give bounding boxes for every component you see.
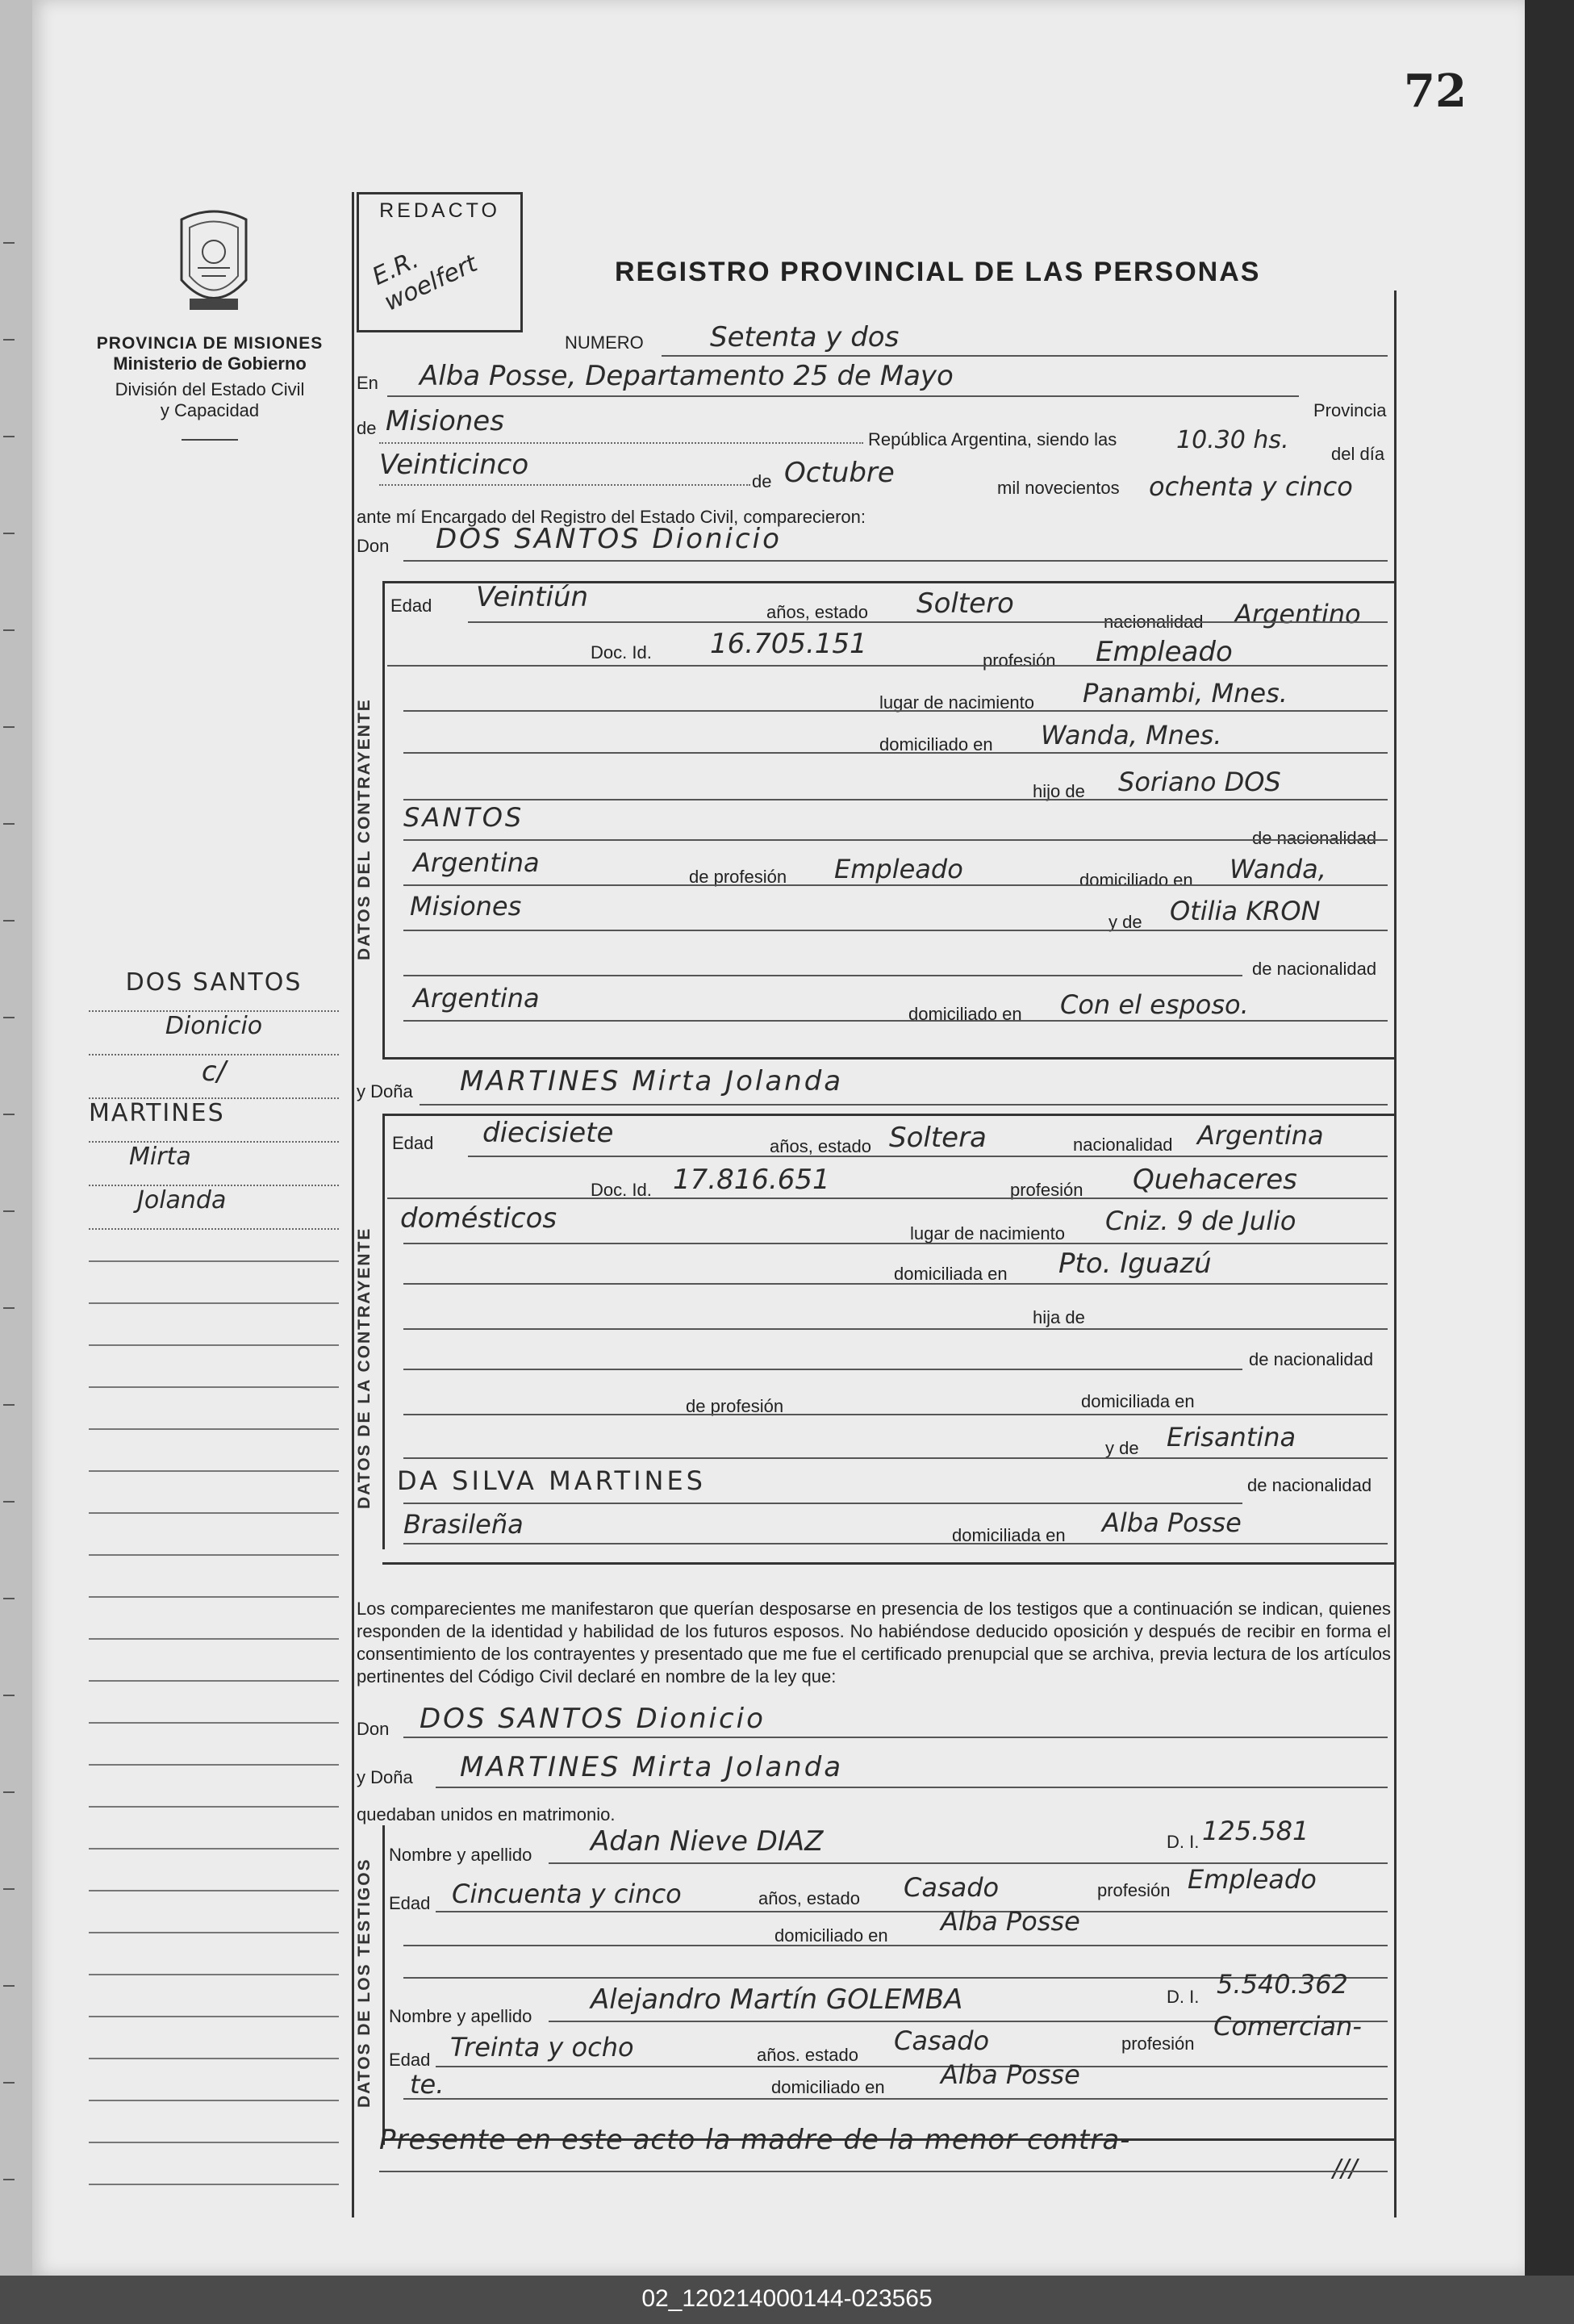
rule	[436, 1911, 1388, 1912]
rule	[403, 1414, 1388, 1415]
edge-tick	[3, 1501, 15, 1503]
anio-value: ochenta y cinco	[1149, 471, 1353, 502]
mes-value: Octubre	[784, 457, 895, 489]
edge-tick	[3, 436, 15, 437]
edge-tick	[3, 920, 15, 922]
doc-value: 16.705.151	[710, 628, 867, 660]
divider	[182, 439, 238, 441]
rule	[403, 1737, 1388, 1738]
section-rule	[382, 1057, 1394, 1060]
section-border	[382, 1114, 385, 1549]
lugar-value: Cniz. 9 de Julio	[1105, 1206, 1296, 1236]
margin-notes	[89, 968, 339, 1230]
madre-domic: Con el esposo.	[1060, 989, 1249, 1020]
provincial-seal-icon	[165, 203, 262, 323]
nac-value: Argentina	[1197, 1120, 1324, 1151]
y-de-label: y de	[1105, 1438, 1139, 1458]
declaration-text: Los comparecientes me manifestaron que querían desposarse en presencia de los testigos que a continuación se indican, quienes responden de la identidad y habilidad de los futuros esposos. No habiéndose deducido oposición y después de recibir en forma el consentimiento de los contrayentes y presentado que me fue el certificado prenupcial que se archiva, previa lectura de los artículos pertinentes del Código Civil declaré en nombre de la ley que:	[357, 1599, 1391, 1687]
estado-value: Soltero	[916, 587, 1014, 620]
contrayente-f-side-label: DATOS DE LA CONTRAYENTE	[355, 1227, 374, 1509]
rule	[403, 2098, 1388, 2100]
rule	[403, 1328, 1388, 1330]
di-label: D. I.	[1167, 1832, 1200, 1852]
rule	[403, 975, 1242, 976]
rule	[403, 710, 1388, 712]
edad-label: Edad	[390, 596, 432, 616]
domic2-label: domiciliada en	[1081, 1391, 1195, 1411]
padre-domic-2: Misiones	[410, 891, 522, 922]
rule	[379, 484, 750, 486]
don-label: Don	[357, 536, 390, 556]
margin-note-line: MARTINES	[89, 1099, 339, 1143]
nac-label: nacionalidad	[1073, 1135, 1173, 1155]
prof-value-1: Quehaceres	[1133, 1164, 1297, 1196]
page-edge	[0, 0, 32, 2276]
margin-note-line: Dionicio	[89, 1012, 339, 1055]
numero-label: NUMERO	[565, 332, 644, 353]
rule	[403, 799, 1388, 800]
edge-tick	[3, 1791, 15, 1793]
margin-note-line: Mirta	[89, 1143, 339, 1186]
contrayente-side-label: DATOS DEL CONTRAYENTE	[355, 698, 374, 960]
madre-value-2: DA SILVA MARTINES	[397, 1465, 706, 1496]
authority-line3: División del Estado Civil	[115, 379, 305, 399]
dona-value: MARTINES Mirta Jolanda	[460, 1065, 844, 1097]
dona-label: y Doña	[357, 1081, 413, 1101]
decl-dona-label: y Doña	[357, 1767, 413, 1787]
edad-label: Edad	[389, 1893, 431, 1913]
prof-label: profesión	[1010, 1180, 1083, 1200]
authority-line4: y Capacidad	[160, 400, 260, 420]
rule	[403, 1283, 1388, 1285]
rule	[403, 560, 1388, 562]
rule	[379, 2171, 1388, 2172]
edge-tick	[3, 1695, 15, 1696]
domic-label: domiciliado en	[771, 2077, 885, 2097]
doc-value: 17.816.651	[673, 1164, 830, 1196]
domic3-label: domiciliada en	[952, 1525, 1066, 1545]
lugar-value: Panambi, Mnes.	[1083, 678, 1288, 708]
t2-estado: Casado	[894, 2025, 990, 2056]
anios2-label: años. estado	[757, 2045, 858, 2065]
edge-tick	[3, 1598, 15, 1599]
section-rule	[382, 1562, 1394, 1565]
lugar-label: lugar de nacimiento	[910, 1223, 1066, 1244]
y-de-label: y de	[1108, 912, 1142, 932]
edge-tick	[3, 2082, 15, 2084]
anios-label: años, estado	[758, 1888, 860, 1908]
de-value: Misiones	[386, 405, 504, 437]
rule	[403, 1503, 1242, 1504]
de-nac-label: de nacionalidad	[1249, 1349, 1374, 1369]
provincia-label: Provincia	[1313, 400, 1387, 420]
margin-ruled-lines	[89, 1220, 339, 2213]
de-prof-label: de profesión	[686, 1396, 784, 1416]
padre-value-1: Soriano DOS	[1118, 767, 1281, 797]
closing-text: Presente en este acto la madre de la menor contra-	[379, 2124, 1131, 2156]
edge-tick	[3, 1017, 15, 1018]
rule	[403, 1945, 1388, 1946]
padre-nac: Argentina	[413, 847, 540, 878]
t1-nombre: Adan Nieve DIAZ	[591, 1825, 824, 1858]
rule	[403, 1543, 1388, 1544]
decl-dona-value: MARTINES Mirta Jolanda	[460, 1751, 844, 1783]
redacto-note: E.R. woelfert	[368, 245, 482, 317]
padre-value-2: SANTOS	[403, 802, 524, 833]
rule	[387, 1198, 1388, 1199]
t1-prof: Empleado	[1188, 1864, 1317, 1895]
madre-value-1: Erisantina	[1167, 1422, 1296, 1452]
madre-domic: Alba Posse	[1102, 1507, 1242, 1538]
anios-label: años, estado	[770, 1136, 871, 1156]
de-mes-label: de	[752, 471, 772, 491]
testigos-side-label: DATOS DE LOS TESTIGOS	[355, 1858, 374, 2108]
redacto-box	[357, 192, 523, 332]
rule	[468, 1156, 1388, 1157]
form-left-border	[352, 192, 354, 2217]
prof-value-2: domésticos	[400, 1202, 557, 1235]
anios-label: años, estado	[766, 602, 868, 622]
prof-label: profesión	[983, 650, 1056, 671]
issuing-authority	[81, 334, 339, 441]
rule	[403, 752, 1388, 754]
nombre-label: Nombre y apellido	[389, 2006, 532, 2026]
edge-tick	[3, 1985, 15, 1987]
t2-prof-2: te.	[410, 2069, 445, 2100]
section-rule	[382, 1114, 1394, 1116]
edge-tick	[3, 1114, 15, 1115]
prof-label: profesión	[1097, 1880, 1171, 1900]
edge-tick	[3, 1307, 15, 1309]
rule	[403, 1369, 1242, 1370]
t1-domic: Alba Posse	[941, 1906, 1080, 1937]
don-value: DOS SANTOS Dionicio	[436, 523, 782, 555]
closing-mark: ///	[1333, 2155, 1358, 2183]
edge-tick	[3, 726, 15, 728]
margin-note-line: Jolanda	[89, 1186, 339, 1230]
de-nac2-label: de nacionalidad	[1252, 959, 1377, 979]
de-prof-label: de profesión	[689, 867, 787, 887]
edad-label: Edad	[392, 1133, 434, 1153]
document-title: REGISTRO PROVINCIAL DE LAS PERSONAS	[615, 257, 1261, 287]
padre-domic-1: Wanda,	[1230, 854, 1326, 884]
edge-tick	[3, 2179, 15, 2180]
republica-label: República Argentina, siendo las	[868, 429, 1117, 449]
rule	[420, 1104, 1388, 1106]
rule	[403, 884, 1388, 886]
page-number: 72	[1404, 65, 1467, 118]
en-value: Alba Posse, Departamento 25 de Mayo	[420, 360, 954, 392]
t1-estado: Casado	[904, 1872, 1000, 1903]
edge-tick	[3, 823, 15, 825]
authority-line2: Ministerio de Gobierno	[113, 353, 307, 374]
edad-value: diecisiete	[482, 1117, 614, 1149]
rule	[468, 621, 1388, 623]
quedaban-text: quedaban unidos en matrimonio.	[357, 1804, 616, 1825]
nombre-label: Nombre y apellido	[389, 1845, 532, 1865]
doc-label: Doc. Id.	[591, 642, 652, 663]
lugar-label: lugar de nacimiento	[879, 692, 1035, 713]
rule	[436, 1787, 1388, 1788]
form-right-border	[1394, 290, 1397, 2217]
hora-value: 10.30 hs.	[1176, 426, 1289, 454]
madre-value: Otilia KRON	[1170, 896, 1321, 926]
prof-value: Empleado	[1096, 636, 1233, 668]
t2-di: 5.540.362	[1217, 1969, 1348, 2000]
rule	[662, 355, 1388, 357]
nac-label: nacionalidad	[1104, 612, 1204, 632]
t1-edad: Cincuenta y cinco	[452, 1879, 682, 1909]
rule	[387, 665, 1388, 667]
de-label: de	[357, 418, 377, 438]
de-nac2-label: de nacionalidad	[1247, 1475, 1372, 1495]
edad-value: Veintiún	[476, 581, 589, 613]
rule	[403, 1457, 1388, 1459]
t2-prof-1: Comercian-	[1213, 2011, 1362, 2042]
authority-line1: PROVINCIA DE MISIONES	[96, 334, 324, 353]
nac-value: Argentino	[1234, 599, 1361, 629]
margin-note-line: DOS SANTOS	[89, 968, 339, 1012]
domic-label: domiciliada en	[894, 1264, 1008, 1284]
domic2-label: domiciliado en	[1079, 870, 1193, 890]
rule	[403, 1243, 1388, 1244]
redacto-label: REDACTO	[379, 199, 500, 222]
book-binding	[1525, 0, 1574, 2276]
rule	[403, 839, 1388, 841]
edge-tick	[3, 1888, 15, 1890]
numero-value: Setenta y dos	[710, 321, 900, 353]
domic-label: domiciliado en	[774, 1925, 888, 1946]
doc-label: Doc. Id.	[591, 1180, 652, 1200]
t2-domic: Alba Posse	[941, 2059, 1080, 2090]
rule	[403, 930, 1388, 931]
rule	[403, 1020, 1388, 1022]
de-nac-label: de nacionalidad	[1252, 828, 1377, 848]
edge-tick	[3, 629, 15, 631]
edge-tick	[3, 533, 15, 534]
edge-tick	[3, 1210, 15, 1212]
t2-nombre: Alejandro Martín GOLEMBA	[591, 1983, 963, 2016]
estado-value: Soltera	[889, 1122, 987, 1154]
prof-label: profesión	[1121, 2034, 1195, 2054]
en-label: En	[357, 373, 378, 393]
edge-tick	[3, 339, 15, 341]
dia-value: Veinticinco	[379, 449, 529, 481]
domic3-label: domiciliado en	[908, 1004, 1022, 1024]
domic-label: domiciliado en	[879, 734, 993, 754]
section-border	[382, 581, 385, 1057]
margin-note-line: c/	[89, 1055, 339, 1099]
hija-label: hija de	[1033, 1307, 1085, 1327]
madre-nac: Argentina	[413, 983, 540, 1014]
domic-value: Wanda, Mnes.	[1041, 720, 1222, 750]
mil-label: mil novecientos	[997, 478, 1120, 498]
edge-tick	[3, 1404, 15, 1406]
rule	[436, 2066, 1388, 2067]
hijo-label: hijo de	[1033, 781, 1085, 801]
t2-edad: Treinta y ocho	[450, 2032, 634, 2063]
t1-di: 125.581	[1202, 1816, 1309, 1846]
rule	[379, 442, 863, 444]
madre-nac: Brasileña	[403, 1509, 524, 1540]
decl-don-label: Don	[357, 1719, 390, 1739]
edge-tick	[3, 242, 15, 244]
domic-value: Pto. Iguazú	[1058, 1248, 1212, 1280]
rule	[387, 395, 1299, 397]
decl-don-value: DOS SANTOS Dionicio	[420, 1703, 766, 1735]
padre-prof: Empleado	[834, 854, 963, 884]
footer-id: 02_120214000144-023565	[641, 2285, 933, 2312]
section-border	[382, 1825, 385, 2145]
del-dia-label: del día	[1331, 444, 1385, 464]
di-label: D. I.	[1167, 1987, 1200, 2007]
ante-label: ante mí Encargado del Registro del Estado Civil, comparecieron:	[357, 507, 866, 527]
edad-label: Edad	[389, 2050, 431, 2070]
